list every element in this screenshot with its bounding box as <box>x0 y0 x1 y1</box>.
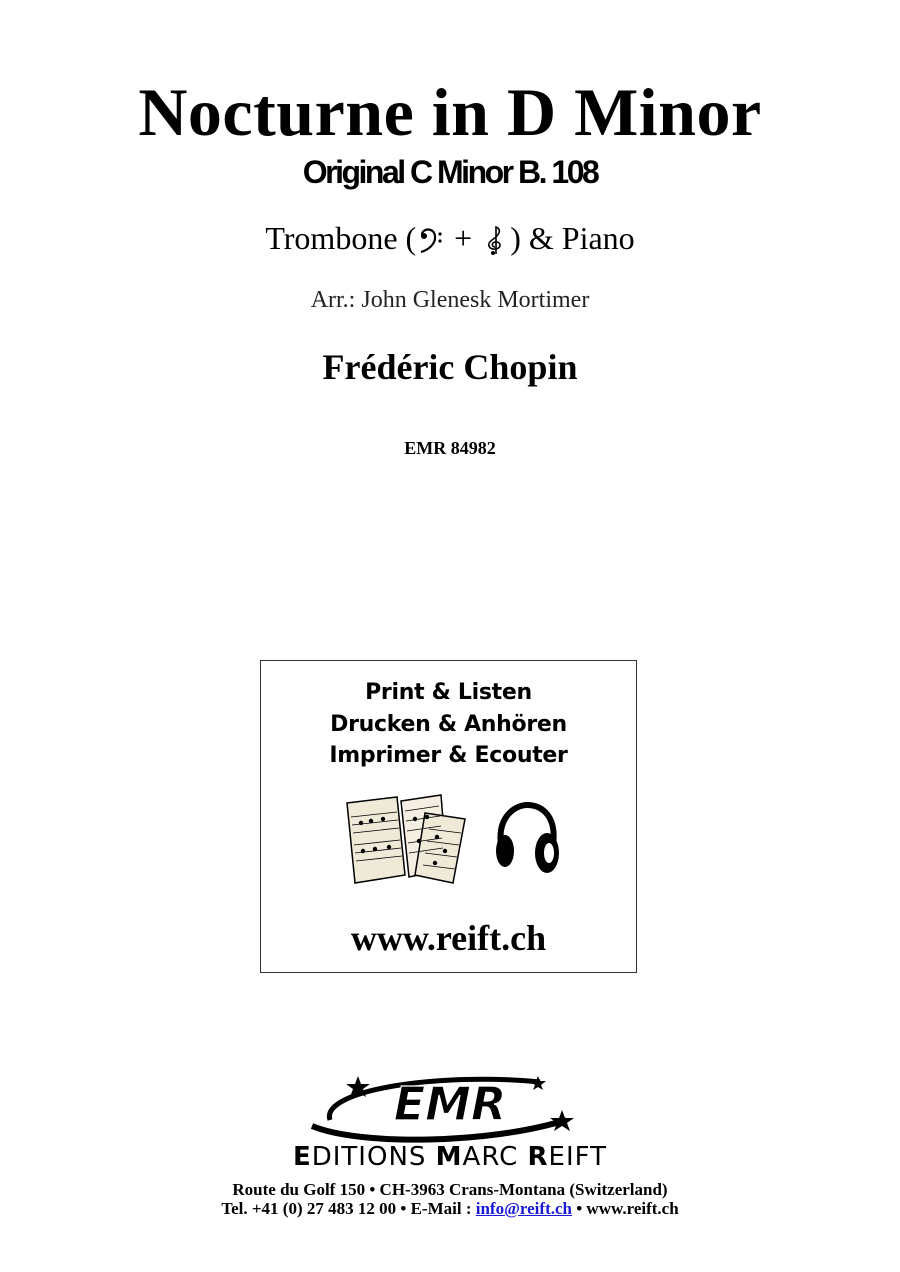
instrumentation-plus: + <box>446 220 481 256</box>
print-listen-box[interactable] <box>260 660 637 973</box>
emr-logo-text: EMR <box>393 1077 507 1131</box>
publisher-name-cap-1: E <box>292 1142 312 1172</box>
publisher-name-part-3: EIFT <box>548 1142 608 1172</box>
score-subtitle: Original C Minor B. 108 <box>302 154 598 190</box>
publisher-name-part-1: DITIONS <box>311 1142 436 1172</box>
instrumentation <box>0 222 900 255</box>
publisher-contact <box>0 1199 900 1219</box>
arranger-credit: Arr.: John Glenesk Mortimer <box>310 287 590 313</box>
emr-logo <box>300 1070 590 1145</box>
promo-line-french: Imprimer & Ecouter <box>329 743 568 768</box>
publisher-phone: Tel. +41 (0) 27 483 12 00 • E-Mail : <box>221 1199 476 1218</box>
publisher-name-part-2: ARC <box>462 1142 528 1172</box>
email-link[interactable]: info@reift.ch <box>475 1199 572 1218</box>
publisher-name <box>0 1142 900 1172</box>
composer-name: Frédéric Chopin <box>322 347 578 387</box>
bass-clef-icon <box>416 225 446 255</box>
treble-clef-icon <box>480 225 510 255</box>
catalog-number: EMR 84982 <box>404 438 496 458</box>
publisher-name-cap-2: M <box>435 1142 463 1172</box>
publisher-name-cap-3: R <box>527 1142 549 1172</box>
publisher-address: Route du Golf 150 • CH-3963 Crans-Montana (Switzerland) <box>232 1180 668 1199</box>
instrumentation-prefix: Trombone ( <box>265 220 417 256</box>
publisher-website: • www.reift.ch <box>571 1199 679 1218</box>
headphones-icon <box>491 801 561 877</box>
sheet-music-icon <box>339 793 469 885</box>
promo-line-german: Drucken & Anhören <box>330 712 567 737</box>
score-title: Nocturne in D Minor <box>138 74 762 150</box>
instrumentation-suffix: ) & Piano <box>510 220 635 256</box>
promo-website-link[interactable]: www.reift.ch <box>350 918 547 958</box>
promo-line-english: Print & Listen <box>365 680 532 705</box>
